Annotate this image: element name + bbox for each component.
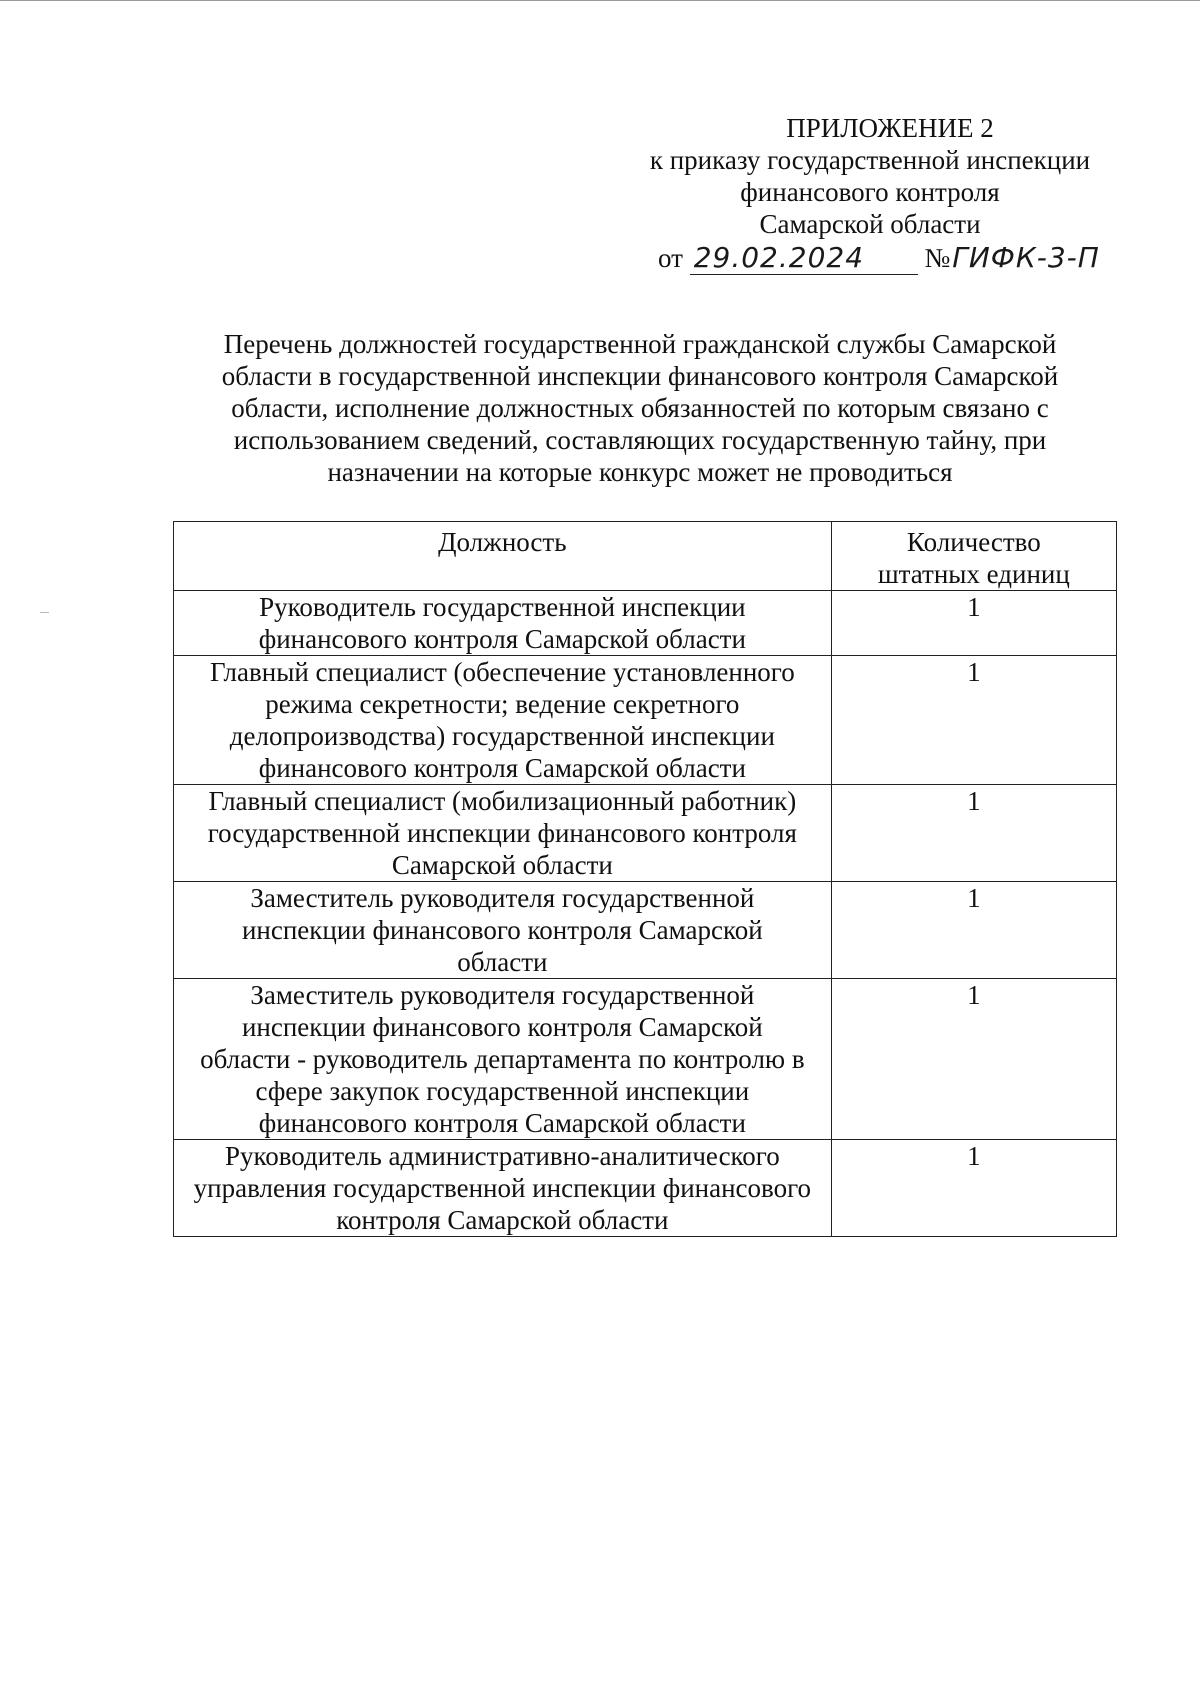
- position-cell: Руководитель государственной инспекции финансового контроля Самарской области: [174, 591, 832, 656]
- table-row: [174, 591, 1117, 656]
- date-prefix: от: [658, 243, 683, 273]
- quantity-cell: 1: [831, 785, 1116, 882]
- appendix-header: [600, 112, 1140, 240]
- scan-mark: [40, 612, 49, 613]
- position-cell: Главный специалист (мобилизационный работник) государственной инспекции финансового контроля Самарской области: [174, 785, 832, 882]
- title-line: области в государственной инспекции финансового контроля Самарской: [221, 361, 1059, 391]
- table-row: [174, 1140, 1117, 1237]
- title-line: использованием сведений, составляющих государственную тайну, при: [233, 425, 1047, 455]
- title-line: Перечень должностей государственной гражданской службы Самарской: [223, 329, 1057, 359]
- position-cell: Главный специалист (обеспечение установленного режима секретности; ведение секретного делопроизводства) государственной инспекции финансового контроля Самарской области: [174, 656, 832, 785]
- quantity-cell: 1: [831, 1140, 1116, 1237]
- order-date-number: [658, 242, 1102, 275]
- quantity-cell: 1: [831, 979, 1116, 1140]
- header-quantity: Количество штатных единиц: [831, 522, 1116, 591]
- title-line: назначении на которые конкурс может не проводиться: [327, 457, 953, 487]
- appendix-line-3: Самарской области: [759, 209, 981, 239]
- handwritten-date: 29.02.2024: [693, 241, 865, 274]
- table-header-row: [174, 522, 1117, 591]
- position-cell: Заместитель руководителя государственной инспекции финансового контроля Самарской области - руководитель департамента по контролю в сфере закупок государственной инспекции финансового контроля Самарской области: [174, 979, 832, 1140]
- table-row: [174, 656, 1117, 785]
- table-row: [174, 882, 1117, 979]
- appendix-line-1: к приказу государственной инспекции: [649, 145, 1091, 175]
- quantity-cell: 1: [831, 591, 1116, 656]
- number-prefix: №: [924, 243, 951, 273]
- table-row: [174, 785, 1117, 882]
- position-cell: Заместитель руководителя государственной инспекции финансового контроля Самарской области: [174, 882, 832, 979]
- title-line: области, исполнение должностных обязанностей по которым связано с: [231, 393, 1049, 423]
- number-field: [950, 242, 1102, 274]
- document-title: [180, 328, 1100, 488]
- date-field: [690, 242, 918, 275]
- position-cell: Руководитель административно-аналитического управления государственной инспекции финансового контроля Самарской области: [174, 1140, 832, 1237]
- header-position: Должность: [174, 522, 832, 591]
- handwritten-number: ГИФК-3-П: [952, 241, 1100, 274]
- table-row: [174, 979, 1117, 1140]
- quantity-cell: 1: [831, 656, 1116, 785]
- positions-table: [173, 521, 1117, 1237]
- quantity-cell: 1: [831, 882, 1116, 979]
- page-top-edge: [0, 0, 1200, 1]
- appendix-line-2: финансового контроля: [740, 177, 1000, 207]
- appendix-title: ПРИЛОЖЕНИЕ 2: [786, 113, 994, 143]
